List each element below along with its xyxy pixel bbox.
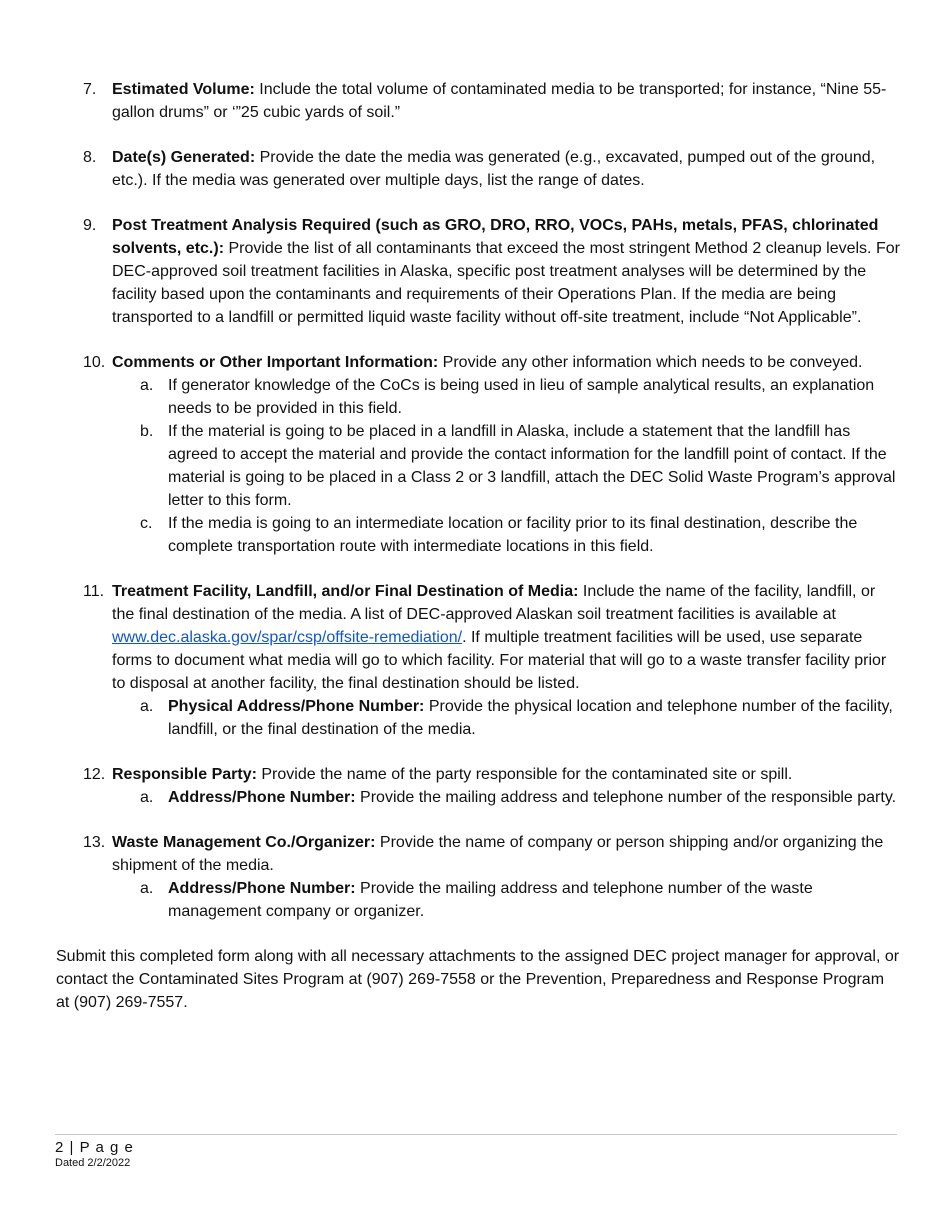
sub-item-title: Address/Phone Number:: [168, 789, 356, 806]
list-item-13: [56, 831, 900, 923]
item-number: 9.: [83, 217, 97, 234]
item-title: Estimated Volume:: [112, 81, 255, 98]
item-title: Treatment Facility, Landfill, and/or Final Destination of Media:: [112, 583, 579, 600]
list-item-10: [56, 351, 900, 558]
item-text: Include the name of the facility, landfill, or the final destination of the media. A list of DEC-approved Alaskan soil treatment facilities is available at: [112, 583, 876, 623]
sub-item-text: If the media is going to an intermediate location or facility prior to its final destination, describe the complete transportation route with intermediate locations in this field.: [168, 515, 858, 555]
item-text: Include the total volume of contaminated media to be transported; for instance, “Nine 55-gallon drums” or ‘”25 cubic yards of soil.”: [112, 81, 887, 121]
item-number: 12.: [83, 766, 106, 783]
sub-item-letter: a.: [140, 698, 154, 715]
item-number: 8.: [83, 149, 97, 166]
item-text: Provide the list of all contaminants that exceed the most stringent Method 2 cleanup levels. For DEC-approved soil treatment facilities in Alaska, specific post treatment analyses will be determined by the facility based upon the contaminants and requirements of their Operations Plan. If the media are being transported to a landfill or permitted liquid waste facility without off-site treatment, include “Not Applicable”.: [112, 240, 900, 326]
list-item-8: [56, 146, 900, 192]
instructions-body: [56, 78, 900, 1014]
item-text: Provide the date the media was generated (e.g., excavated, pumped out of the ground, etc.). If the media was generated over multiple days, list the range of dates.: [112, 149, 876, 189]
list-item-7: [56, 78, 900, 124]
sub-item-text: If the material is going to be placed in a landfill in Alaska, include a statement that the landfill has agreed to accept the material and provide the contact information for the landfill point of contact. If the material is going to be placed in a Class 2 or 3 landfill, attach the DEC Solid Waste Program’s approval letter to this form.: [168, 423, 896, 509]
item-title: Waste Management Co./Organizer:: [112, 834, 376, 851]
sub-item-a: [112, 374, 900, 420]
sub-item-a: [112, 877, 900, 923]
sub-item-letter: a.: [140, 377, 154, 394]
list-item-12: [56, 763, 900, 809]
closing-paragraph: Submit this completed form along with all necessary attachments to the assigned DEC project manager for approval, or contact the Contaminated Sites Program at (907) 269-7558 or the Prevention, Preparedness and Response Program at (907) 269-7557.: [56, 948, 900, 1011]
item-number: 10.: [83, 354, 106, 371]
item-number: 11.: [83, 583, 105, 600]
sub-item-b: [112, 420, 900, 512]
sub-item-text: Provide the physical location and telephone number of the facility, landfill, or the final destination of the media.: [168, 698, 893, 738]
item-number: 13.: [83, 834, 106, 851]
sub-item-title: Physical Address/Phone Number:: [168, 698, 425, 715]
sub-item-letter: c.: [140, 515, 153, 532]
offsite-remediation-link[interactable]: www.dec.alaska.gov/spar/csp/offsite-remediation/: [112, 629, 463, 646]
sub-item-a: [112, 695, 900, 741]
item-text: Provide the name of the party responsible for the contaminated site or spill.: [256, 766, 793, 783]
item-text: Provide any other information which needs to be conveyed.: [438, 354, 863, 371]
sub-item-title: Address/Phone Number:: [168, 880, 356, 897]
item-number: 7.: [83, 81, 97, 98]
item-text: Provide the name of company or person shipping and/or organizing the shipment of the media.: [112, 834, 884, 874]
page-number: 2 | P a g e: [55, 1139, 134, 1156]
list-item-9: [56, 214, 900, 329]
item-title: Comments or Other Important Information:: [112, 354, 439, 371]
item-title: Responsible Party:: [112, 766, 257, 783]
sub-item-text: Provide the mailing address and telephone number of the waste management company or organizer.: [168, 880, 813, 920]
dated-label: Dated 2/2/2022: [55, 1157, 131, 1169]
sub-item-text: Provide the mailing address and telephone number of the responsible party.: [355, 789, 897, 806]
sub-item-c: [112, 512, 900, 558]
sub-item-letter: a.: [140, 880, 154, 897]
item-title: Date(s) Generated:: [112, 149, 256, 166]
list-item-11: [56, 580, 900, 741]
sub-item-text: If generator knowledge of the CoCs is being used in lieu of sample analytical results, an explanation needs to be provided in this field.: [168, 377, 875, 417]
item-text-continued: . If multiple treatment facilities will be used, use separate forms to document what media will go to which facility. For material that will go to a waste transfer facility prior to disposal at another facility, the final destination should be listed.: [112, 629, 887, 692]
item-title: Post Treatment Analysis Required (such as GRO, DRO, RRO, VOCs, PAHs, metals, PFAS, chlorinated solvents, etc.):: [112, 217, 879, 257]
sub-item-a: [112, 786, 900, 809]
sub-item-letter: a.: [140, 789, 154, 806]
page-footer: [55, 1134, 897, 1169]
sub-item-letter: b.: [140, 423, 154, 440]
